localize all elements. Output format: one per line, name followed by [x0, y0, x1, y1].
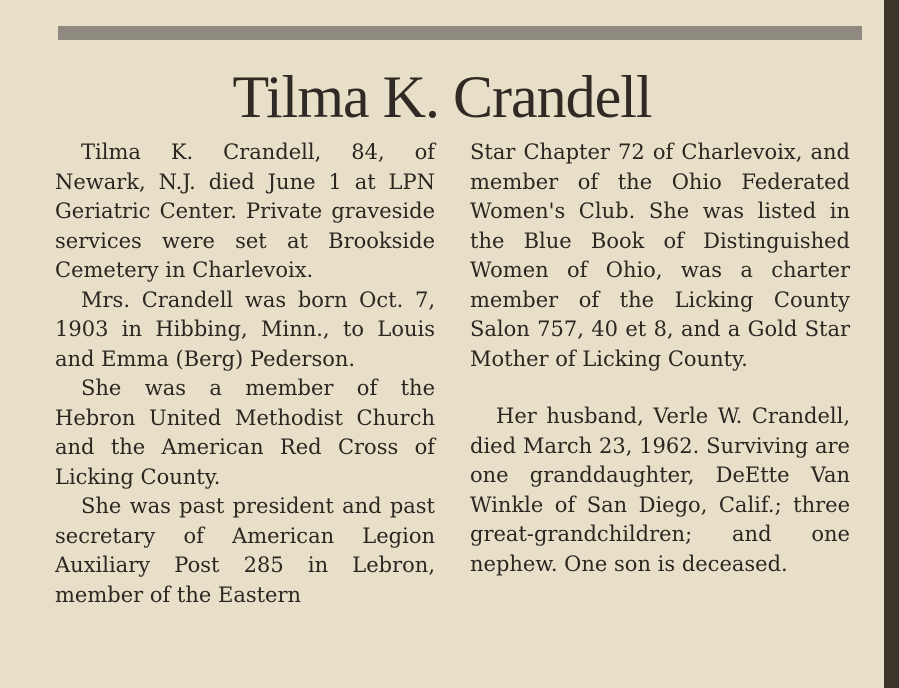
paragraph-legion: She was past president and past secretary of American Legion Auxiliary Post 285 in Lebron, member of the Eastern [55, 494, 435, 607]
header-rule [58, 26, 862, 40]
paragraph-birth: Mrs. Crandell was born Oct. 7, 1903 in Hibbing, Minn., to Louis and Emma (Berg) Pederson. [55, 287, 435, 371]
paragraph-memberships: Star Chapter 72 of Charlevoix, and member of the Ohio Federated Women's Club. She was listed in the Blue Book of Distinguished Women of Ohio, was a charter member of the Licking County Salon 757, 40 et 8, and a Gold Star Mother of Licking County. [470, 140, 850, 371]
page-edge [884, 0, 899, 688]
paragraph-survivors: Her husband, Verle W. Crandell, died March 23, 1962. Surviving are one granddaughter, DeEtte Van Winkle of San Diego, Calif.; three great-grandchildren; and one nephew. One son is deceased. [470, 404, 850, 576]
left-column [55, 138, 435, 610]
paragraph-church: She was a member of the Hebron United Methodist Church and the American Red Cross of Licking County. [55, 376, 435, 489]
right-column [470, 138, 850, 579]
paragraph-death: Tilma K. Crandell, 84, of Newark, N.J. died June 1 at LPN Geriatric Center. Private graveside services were set at Brookside Cemetery in Charlevoix. [55, 140, 435, 282]
obituary-title: Tilma K. Crandell [232, 64, 652, 130]
